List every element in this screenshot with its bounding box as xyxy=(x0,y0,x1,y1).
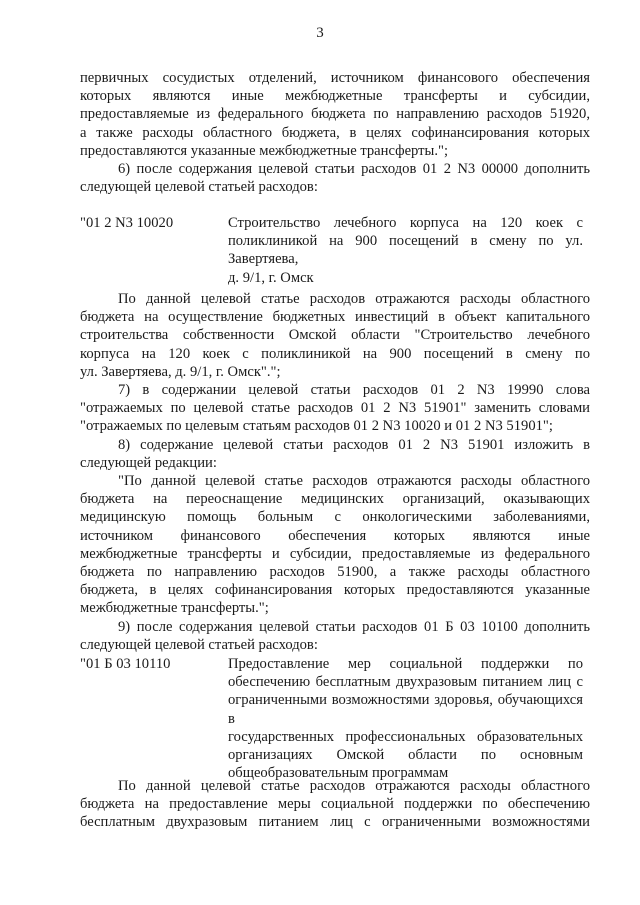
text-line: ул. Завертяева, д. 9/1, г. Омск"."; xyxy=(80,363,281,380)
text-line: бюджета на переоснащение медицинских организаций, оказывающих xyxy=(80,491,590,508)
text-line: государственных профессиональных образовательных xyxy=(228,728,583,745)
paragraph-block-1 xyxy=(80,69,590,196)
text-line: 9) после содержания целевой статьи расходов 01 Б 03 10100 дополнить xyxy=(118,618,590,635)
text-line: первичных сосудистых отделений, источником финансового обеспечения xyxy=(80,70,590,86)
text-line: корпуса на 120 коек с поликлиникой на 900 посещений в смену по xyxy=(80,345,590,362)
text-line: источником финансового обеспечения которых являются иные xyxy=(80,527,590,544)
text-line: 8) содержание целевой статьи расходов 01 2 N3 51901 изложить в xyxy=(118,436,590,453)
text-line: "отражаемых по целевым статьям расходов 01 2 N3 10020 и 01 2 N3 51901"; xyxy=(80,418,553,435)
text-line: бюджета, в целях софинансирования которых предоставляются указанные xyxy=(80,582,590,599)
text-line: бюджета на предоставление меры социальной поддержки по обеспечению xyxy=(80,796,590,813)
text-line: которых являются иные межбюджетные трансферты и субсидии, xyxy=(80,88,590,105)
text-line: д. 9/1, г. Омск xyxy=(228,269,314,286)
text-line: предоставляемые из федерального бюджета по направлению расходов 51920, xyxy=(80,106,590,123)
budget-code-description xyxy=(228,655,583,782)
text-line: "По данной целевой статье расходов отражаются расходы областного xyxy=(118,473,590,490)
text-line: бюджета по направлению расходов 51900, а также расходы областного xyxy=(80,564,590,581)
text-line: следующей редакции: xyxy=(80,454,217,471)
paragraph-block-3 xyxy=(80,777,590,832)
page-number: 3 xyxy=(316,25,324,41)
text-line: 7) в содержании целевой статьи расходов 01 2 N3 19990 слова xyxy=(118,382,590,399)
text-line: общеобразовательным программам xyxy=(228,765,449,782)
text-line: Строительство лечебного корпуса на 120 коек с xyxy=(228,215,583,231)
text-line: строительства собственности Омской области "Строительство лечебного xyxy=(80,327,590,344)
text-line: межбюджетные трансферты и субсидии, предоставляемые из федерального xyxy=(80,545,590,562)
text-line: следующей целевой статьей расходов: xyxy=(80,179,318,196)
text-line: межбюджетные трансферты."; xyxy=(80,600,269,617)
text-line: следующей целевой статьей расходов: xyxy=(80,636,318,653)
text-line: бюджета на осуществление бюджетных инвестиций в объект капитального xyxy=(80,309,590,326)
budget-code-description xyxy=(228,214,583,287)
text-line: бесплатным двухразовым питанием лиц с ограниченными возможностями xyxy=(80,814,590,831)
budget-code: "01 Б 03 10110 xyxy=(80,656,171,672)
text-line: обеспечению бесплатным двухразовым питанием лиц с xyxy=(228,674,583,691)
text-line: "отражаемых по целевой статье расходов 01 2 N3 51901" заменить словами xyxy=(80,400,590,417)
text-line: предоставляются указанные межбюджетные трансферты."; xyxy=(80,142,449,159)
text-line: Предоставление мер социальной поддержки по xyxy=(228,656,583,672)
text-line: поликлиникой на 900 посещений в смену по ул. Завертяева, xyxy=(228,233,583,268)
text-line: а также расходы областного бюджета, в целях софинансирования которых xyxy=(80,124,590,141)
paragraph-block-2 xyxy=(80,290,590,654)
text-line: ограниченными возможностями здоровья, обучающихся в xyxy=(228,692,583,727)
text-line: 6) после содержания целевой статьи расходов 01 2 N3 00000 дополнить xyxy=(118,161,590,178)
budget-code: "01 2 N3 10020 xyxy=(80,215,174,231)
text-line: По данной целевой статье расходов отражаются расходы областного xyxy=(118,778,590,794)
text-line: организациях Омской области по основным xyxy=(228,747,583,764)
text-line: По данной целевой статье расходов отражаются расходы областного xyxy=(118,291,590,307)
text-line: медицинскую помощь больным с онкологическими заболеваниями, xyxy=(80,509,590,526)
